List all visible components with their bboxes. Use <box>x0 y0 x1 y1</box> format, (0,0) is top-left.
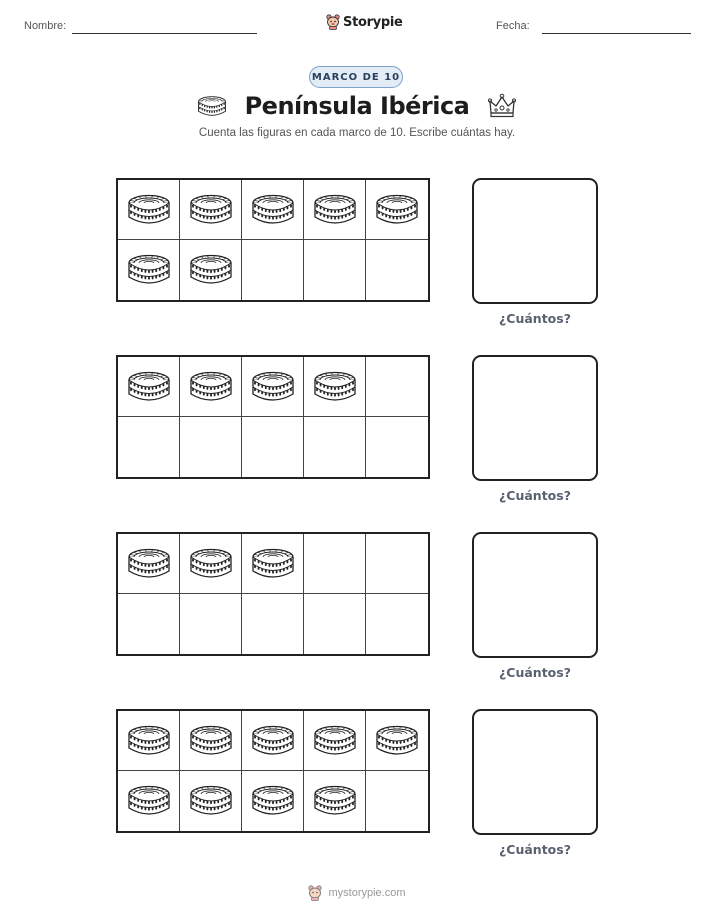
frame-cell <box>180 357 242 417</box>
frame-cell <box>118 534 180 594</box>
colosseum-icon <box>189 547 233 581</box>
answer-label-1: ¿Cuántos? <box>499 311 571 326</box>
colosseum-icon <box>127 253 171 287</box>
frame-cell <box>366 711 428 771</box>
frame-cell <box>304 180 366 240</box>
frame-cell <box>304 711 366 771</box>
answer-box-2[interactable] <box>472 355 598 481</box>
colosseum-icon <box>197 95 227 118</box>
colosseum-icon <box>189 253 233 287</box>
frame-cell <box>242 771 304 831</box>
colosseum-icon <box>313 784 357 818</box>
frame-cell <box>304 771 366 831</box>
answer-box-3[interactable] <box>472 532 598 658</box>
frame-cell <box>180 594 242 654</box>
colosseum-icon <box>375 724 419 758</box>
ten-frame-2 <box>116 355 430 479</box>
frame-cell <box>366 357 428 417</box>
frame-cell <box>180 771 242 831</box>
frame-cell <box>242 534 304 594</box>
brand-name: Storypie <box>343 14 403 30</box>
frame-cell <box>118 711 180 771</box>
frame-cell <box>118 771 180 831</box>
ten-frame-3 <box>116 532 430 656</box>
date-field[interactable] <box>542 33 691 34</box>
frame-cell <box>118 417 180 477</box>
frame-cell <box>366 534 428 594</box>
colosseum-icon <box>251 370 295 404</box>
colosseum-icon <box>189 784 233 818</box>
frame-cell <box>180 534 242 594</box>
colosseum-icon <box>251 724 295 758</box>
colosseum-icon <box>127 547 171 581</box>
colosseum-icon <box>251 784 295 818</box>
colosseum-icon <box>127 724 171 758</box>
frame-cell <box>366 417 428 477</box>
colosseum-icon <box>251 193 295 227</box>
frame-cell <box>366 240 428 300</box>
frame-cell <box>180 180 242 240</box>
ten-frame-4 <box>116 709 430 833</box>
answer-label-2: ¿Cuántos? <box>499 488 571 503</box>
instructions: Cuenta las figuras en cada marco de 10. Escribe cuántas hay. <box>198 127 516 139</box>
title-row <box>0 92 714 120</box>
frame-cell <box>366 180 428 240</box>
answer-label-3: ¿Cuántos? <box>499 665 571 680</box>
frame-cell <box>118 357 180 417</box>
name-field[interactable] <box>72 33 257 34</box>
ten-frame-1 <box>116 178 430 302</box>
frame-cell <box>242 711 304 771</box>
frame-cell <box>304 357 366 417</box>
crown-icon <box>487 93 517 119</box>
frame-cell <box>304 417 366 477</box>
frame-cell <box>180 240 242 300</box>
colosseum-icon <box>189 193 233 227</box>
frame-cell <box>366 594 428 654</box>
frame-cell <box>242 357 304 417</box>
frame-cell <box>242 180 304 240</box>
frame-cell <box>366 771 428 831</box>
frame-cell <box>180 711 242 771</box>
colosseum-icon <box>127 784 171 818</box>
mascot-icon <box>326 14 340 30</box>
activity-badge: MARCO DE 10 <box>309 66 403 88</box>
page-title: Península Ibérica <box>244 92 470 120</box>
frame-cell <box>242 417 304 477</box>
colosseum-icon <box>127 370 171 404</box>
footer <box>0 885 714 901</box>
colosseum-icon <box>313 193 357 227</box>
footer-url: mystorypie.com <box>328 887 406 899</box>
frame-cell <box>242 594 304 654</box>
colosseum-icon <box>313 724 357 758</box>
answer-box-1[interactable] <box>472 178 598 304</box>
name-label: Nombre: <box>24 20 67 32</box>
answer-box-4[interactable] <box>472 709 598 835</box>
frame-cell <box>304 594 366 654</box>
colosseum-icon <box>251 547 295 581</box>
frame-cell <box>180 417 242 477</box>
colosseum-icon <box>127 193 171 227</box>
date-label: Fecha: <box>496 20 530 32</box>
colosseum-icon <box>375 193 419 227</box>
brand-logo <box>326 14 403 30</box>
frame-cell <box>118 594 180 654</box>
colosseum-icon <box>313 370 357 404</box>
colosseum-icon <box>189 724 233 758</box>
frame-cell <box>118 180 180 240</box>
frame-cell <box>118 240 180 300</box>
frame-cell <box>304 240 366 300</box>
frame-cell <box>304 534 366 594</box>
answer-label-4: ¿Cuántos? <box>499 842 571 857</box>
mascot-icon <box>308 885 322 901</box>
colosseum-icon <box>189 370 233 404</box>
frame-cell <box>242 240 304 300</box>
